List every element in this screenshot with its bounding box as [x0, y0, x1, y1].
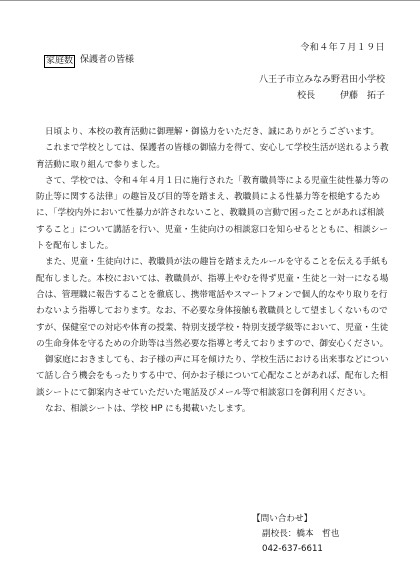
contact-phone: 042-637-6611 — [262, 544, 323, 554]
paragraph: 御家庭におきましても、お子様の声に耳を傾けたり、学校生活における出来事などについて話し合う機会をもったりする中で、何かお子様について心配なことがあれば、配布した相談シートにて御案内させていただいた電話及びメール等で相談窓口を御利用ください。 — [36, 355, 389, 398]
paragraph: なお、相談シートは、学校 HP にも掲載いたします。 — [45, 404, 251, 415]
contact-person: 副校長：橋本 哲也 — [262, 529, 340, 539]
addressee: 保護者の皆様 — [80, 55, 135, 65]
issue-date: 令和４年７月１９日 — [300, 43, 385, 53]
paragraph: さて、学校では、令和４年４月１日に施行された「教育職員等による児童生徒性暴力等の防止等に関する法律」の趣旨及び目的等を踏まえ、教職員による性暴力等を根絶するために、「学校内外において性暴力が許されないこと、教職員の言動で困ったことがあれば相談すること」について講話を行い、児童・生徒向けの相談窓口を知らせるとともに、相談シートを配布しました。 — [36, 175, 389, 252]
paragraph: これまで学校としては、保護者の皆様の御協力を得て、安心して学校生活が送れるよう教育活動に取り組んで参りました。 — [36, 143, 389, 170]
principal-name: 伊藤 拓子 — [339, 91, 385, 101]
distribution-tag: 家庭数 — [46, 56, 74, 66]
school-name: 八王子市立みなみ野君田小学校 — [258, 75, 385, 85]
contact-block — [252, 512, 339, 557]
page-top-border — [0, 0, 420, 1]
principal-title: 校長 — [297, 91, 316, 101]
letter-body — [36, 124, 390, 417]
principal-line — [297, 88, 385, 101]
contact-heading: 【問い合わせ】 — [252, 514, 313, 524]
paragraph: また、児童・生徒向けに、教職員が法の趣旨を踏まえたルールを守ることを伝える手紙も配布しました。本校においては、教職員が、指導上やむを得ず児童・生徒と一対一になる場合は、管理職に報告することを徹底し、携帯電話やスマートフォンで個人的なやり取りを行わないよう指導しております。なお、不必要な身体接触も教職員として望ましくないものですが、保健室での対応や体育の授業、特別支援学校・特別支援学級等において、児童・生徒の生命身体を守るための介助等は当然必要な指導と考えておりますので、御安心ください。 — [36, 257, 389, 349]
paragraph: 日頃より、本校の教育活動に御理解・御協力をいただき、誠にありがとうございます。 — [45, 127, 380, 137]
